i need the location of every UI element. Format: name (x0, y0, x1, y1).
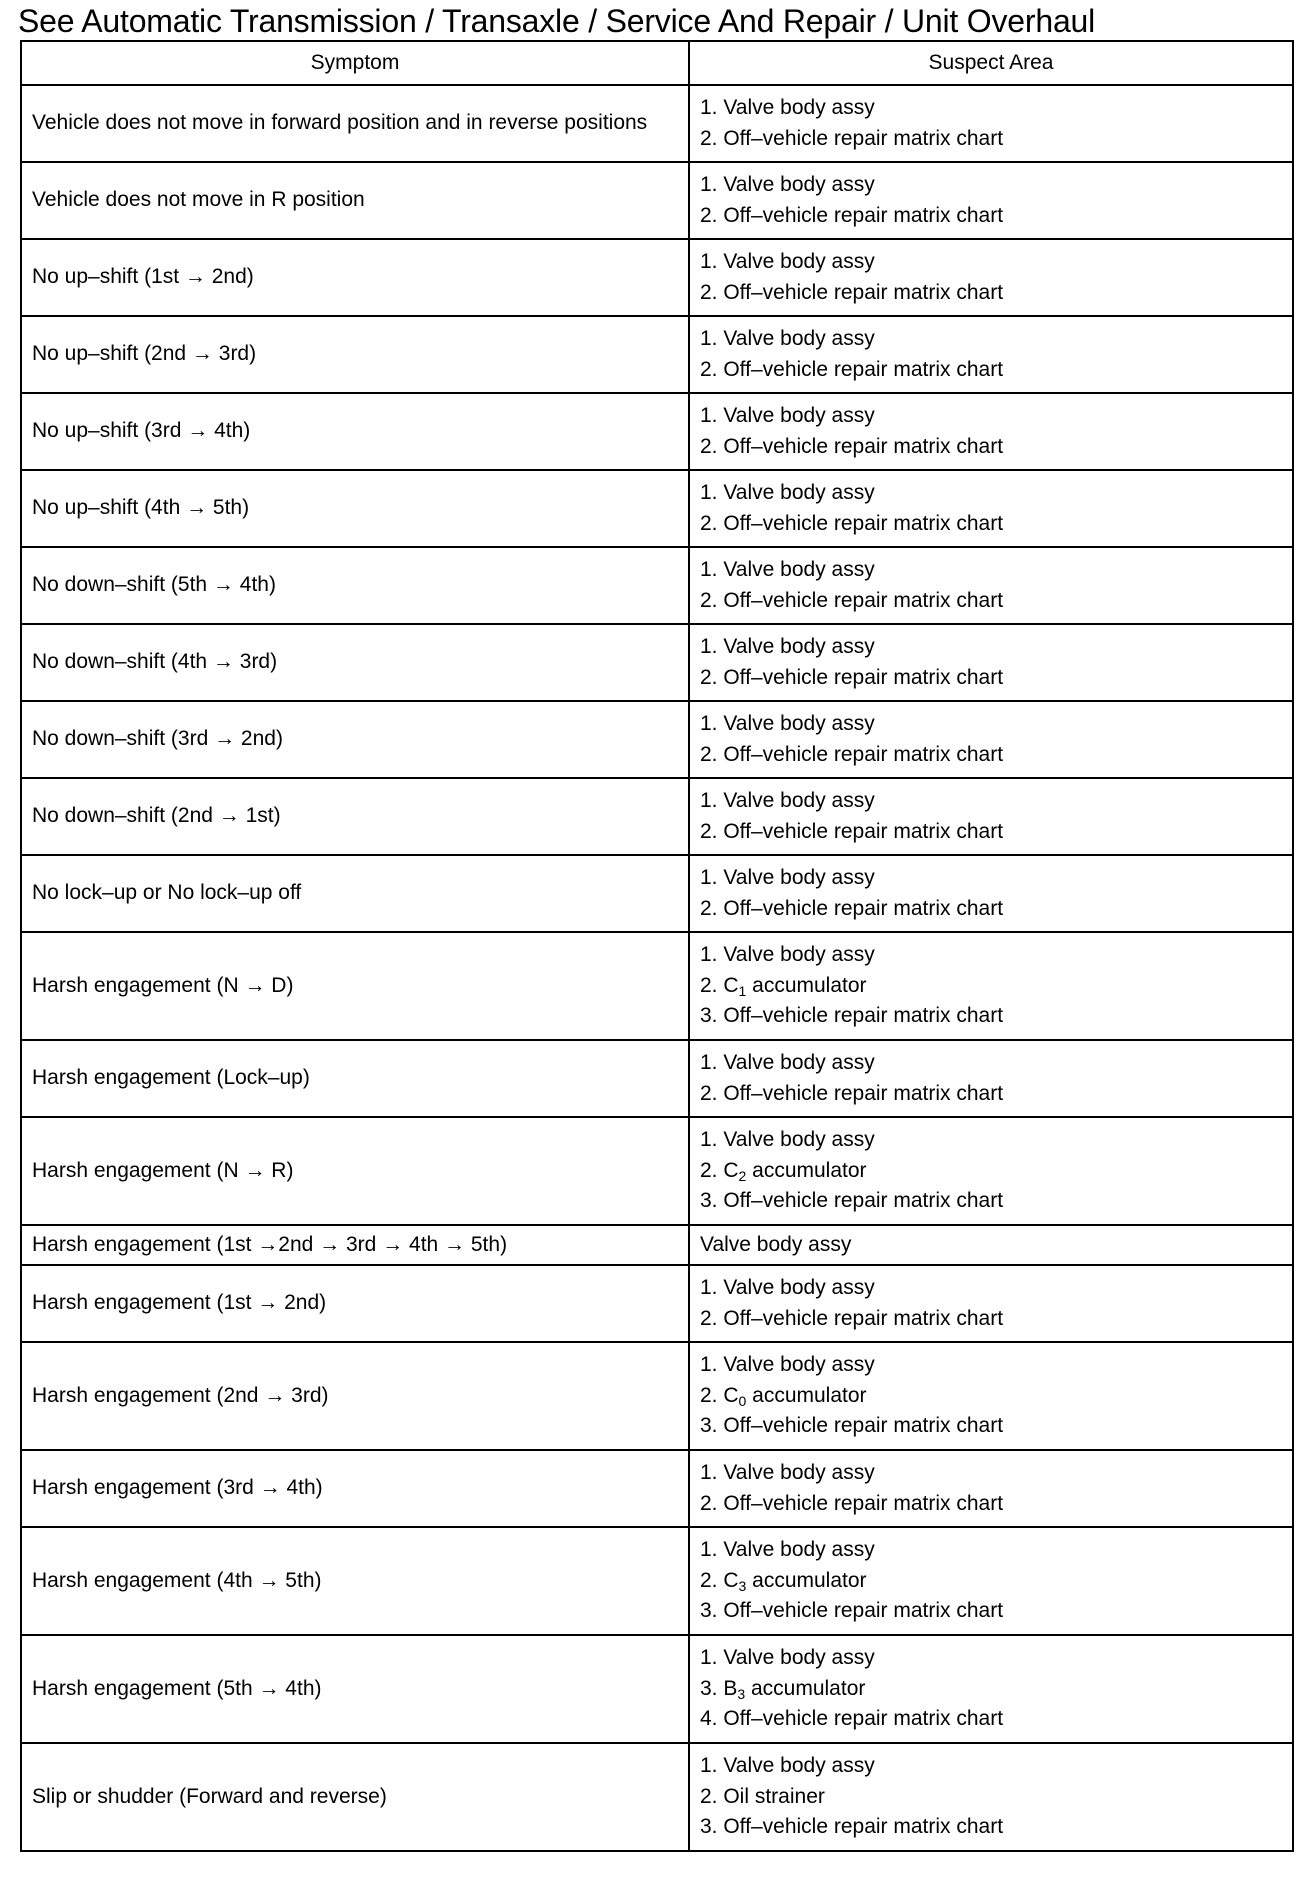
suspect-area-text: 2. Off–vehicle repair matrix chart (700, 434, 1004, 458)
symptom-cell: No up–shift (4th → 5th) (21, 470, 689, 547)
suspect-area-cell (689, 1450, 1293, 1527)
suspect-area-text: 1. Valve body assy (700, 1051, 875, 1074)
table-row (21, 1635, 1293, 1743)
suspect-area-item (700, 1350, 1282, 1381)
suspect-area-item (700, 1674, 1282, 1705)
suspect-area-item (700, 1643, 1282, 1674)
suspect-area-item (700, 247, 1282, 278)
suspect-area-text: 2. Off–vehicle repair matrix chart (700, 203, 1004, 227)
symptom-cell: Vehicle does not move in R position (21, 162, 689, 239)
suspect-area-suffix: accumulator (745, 1676, 866, 1700)
header-row (21, 41, 1293, 85)
suspect-area-item (700, 586, 1282, 617)
suspect-area-item (700, 478, 1282, 509)
suspect-area-text: 2. Off–vehicle repair matrix chart (700, 511, 1004, 535)
symptom-cell: No down–shift (2nd → 1st) (21, 778, 689, 855)
table-header (21, 41, 1293, 85)
suspect-area-text: 3. Off–vehicle repair matrix chart (700, 1815, 1004, 1839)
table-row (21, 162, 1293, 239)
suspect-area-item (700, 278, 1282, 309)
symptom-cell: No up–shift (3rd → 4th) (21, 393, 689, 470)
suspect-area-item (700, 632, 1282, 663)
suspect-area-item (700, 1782, 1282, 1813)
suspect-area-item (700, 201, 1282, 232)
suspect-area-cell (689, 470, 1293, 547)
suspect-area-item (700, 355, 1282, 386)
suspect-area-text: 3. Off–vehicle repair matrix chart (700, 1414, 1004, 1438)
suspect-area-text: 1. Valve body assy (700, 943, 875, 967)
suspect-area-cell (689, 701, 1293, 778)
table-row (21, 85, 1293, 162)
suspect-area-text: 1. Valve body assy (700, 1538, 875, 1562)
symptom-cell: No up–shift (2nd → 3rd) (21, 316, 689, 393)
table-row (21, 932, 1293, 1040)
suspect-area-item (700, 1156, 1282, 1187)
symptom-cell: No down–shift (5th → 4th) (21, 547, 689, 624)
table-row (21, 1117, 1293, 1225)
table-row (21, 393, 1293, 470)
suspect-area-text: 2. C (700, 1568, 739, 1592)
suspect-area-cell (689, 1527, 1293, 1635)
suspect-area-item (700, 1489, 1282, 1520)
suspect-area-cell (689, 547, 1293, 624)
suspect-area-suffix: accumulator (746, 1383, 867, 1407)
suspect-area-cell (689, 1117, 1293, 1225)
suspect-area-item (700, 1704, 1282, 1735)
suspect-area-item (700, 93, 1282, 124)
symptom-cell: No down–shift (4th → 3rd) (21, 624, 689, 701)
suspect-area-text: 2. Oil strainer (700, 1784, 825, 1808)
suspect-area-text: 3. Off–vehicle repair matrix chart (700, 1004, 1004, 1028)
suspect-area-cell (689, 1225, 1293, 1265)
suspect-area-cell (689, 1342, 1293, 1450)
suspect-area-item (700, 1048, 1282, 1079)
suspect-area-cell (689, 1040, 1293, 1117)
suspect-area-item (700, 1812, 1282, 1843)
suspect-area-item (700, 1273, 1282, 1304)
symptom-cell: Harsh engagement (N → R) (21, 1117, 689, 1225)
symptom-cell: No up–shift (1st → 2nd) (21, 239, 689, 316)
symptom-cell: Harsh engagement (N → D) (21, 932, 689, 1040)
suspect-area-item (700, 324, 1282, 355)
table-row (21, 701, 1293, 778)
suspect-area-item (700, 1186, 1282, 1217)
suspect-area-text: 2. C (700, 1383, 739, 1407)
suspect-area-text: 2. Off–vehicle repair matrix chart (700, 742, 1004, 766)
symptom-cell: Slip or shudder (Forward and reverse) (21, 1743, 689, 1851)
symptom-cell: Harsh engagement (2nd → 3rd) (21, 1342, 689, 1450)
suspect-area-suffix: accumulator (746, 973, 867, 997)
suspect-area-text: 1. Valve body assy (700, 635, 875, 658)
suspect-area-item (700, 1001, 1282, 1032)
suspect-area-text: 3. B (700, 1676, 738, 1700)
suspect-area-text: 2. Off–vehicle repair matrix chart (700, 1081, 1004, 1105)
suspect-area-text: 1. Valve body assy (700, 866, 875, 889)
suspect-area-item (700, 401, 1282, 432)
suspect-area-item (700, 432, 1282, 463)
table-row (21, 855, 1293, 932)
suspect-area-item (700, 1381, 1282, 1412)
subscript: 1 (738, 982, 747, 999)
suspect-area-cell (689, 932, 1293, 1040)
subscript: 0 (738, 1392, 747, 1409)
suspect-area-item (700, 786, 1282, 817)
suspect-area-text: 1. Valve body assy (700, 1128, 875, 1152)
suspect-area-item (700, 863, 1282, 894)
suspect-area-text: 2. C (700, 973, 739, 997)
symptom-cell: No down–shift (3rd → 2nd) (21, 701, 689, 778)
suspect-area-item (700, 555, 1282, 586)
suspect-area-item (700, 940, 1282, 971)
suspect-area-text: 2. Off–vehicle repair matrix chart (700, 126, 1004, 150)
table-row (21, 547, 1293, 624)
table-row (21, 778, 1293, 855)
suspect-area-suffix: accumulator (746, 1158, 867, 1182)
suspect-area-item (700, 1458, 1282, 1489)
suspect-area-column-header: Suspect Area (689, 41, 1293, 85)
suspect-area-item (700, 663, 1282, 694)
suspect-area-text: 1. Valve body assy (700, 404, 875, 427)
suspect-area-item (700, 1079, 1282, 1110)
suspect-area-item (700, 1411, 1282, 1442)
table-row (21, 1265, 1293, 1342)
table-row (21, 470, 1293, 547)
suspect-area-text: 4. Off–vehicle repair matrix chart (700, 1707, 1004, 1731)
page-title: See Automatic Transmission / Transaxle / Service And Repair / Unit Overhaul (18, 3, 1096, 39)
table-row (21, 1342, 1293, 1450)
suspect-area-text: 1. Valve body assy (700, 1353, 875, 1377)
suspect-area-text: 2. Off–vehicle repair matrix chart (700, 665, 1004, 689)
suspect-area-item (700, 1751, 1282, 1782)
symptom-cell: Vehicle does not move in forward position and in reverse positions (21, 85, 689, 162)
suspect-area-item (700, 1304, 1282, 1335)
suspect-area-text: 2. Off–vehicle repair matrix chart (700, 1306, 1004, 1330)
suspect-area-cell (689, 778, 1293, 855)
table-body (21, 85, 1293, 1851)
symptom-cell: Harsh engagement (Lock–up) (21, 1040, 689, 1117)
suspect-area-cell (689, 239, 1293, 316)
table-row (21, 1527, 1293, 1635)
subscript: 3 (737, 1685, 746, 1702)
suspect-area-item (700, 1230, 1282, 1261)
suspect-area-text: 2. Off–vehicle repair matrix chart (700, 588, 1004, 612)
suspect-area-suffix: accumulator (746, 1568, 867, 1592)
table-row (21, 316, 1293, 393)
symptom-cell: Harsh engagement (3rd → 4th) (21, 1450, 689, 1527)
suspect-area-text: 3. Off–vehicle repair matrix chart (700, 1599, 1004, 1623)
suspect-area-item (700, 1535, 1282, 1566)
subscript: 2 (738, 1167, 747, 1184)
suspect-area-text: 1. Valve body assy (700, 712, 875, 735)
symptom-cell: Harsh engagement (1st → 2nd) (21, 1265, 689, 1342)
suspect-area-cell (689, 1743, 1293, 1851)
suspect-area-text: 1. Valve body assy (700, 481, 875, 504)
suspect-area-text: 2. Off–vehicle repair matrix chart (700, 819, 1004, 843)
suspect-area-item (700, 1125, 1282, 1156)
suspect-area-item (700, 170, 1282, 201)
suspect-area-text: 1. Valve body assy (700, 1646, 875, 1670)
suspect-area-cell (689, 162, 1293, 239)
suspect-area-item (700, 124, 1282, 155)
suspect-area-item (700, 894, 1282, 925)
symptom-cell: Harsh engagement (5th → 4th) (21, 1635, 689, 1743)
suspect-area-cell (689, 855, 1293, 932)
suspect-area-text: 1. Valve body assy (700, 250, 875, 273)
suspect-area-item (700, 1596, 1282, 1627)
suspect-area-item (700, 509, 1282, 540)
suspect-area-text: 1. Valve body assy (700, 1276, 875, 1299)
table-row (21, 1225, 1293, 1265)
suspect-area-text: 1. Valve body assy (700, 1461, 875, 1484)
suspect-area-text: 1. Valve body assy (700, 1754, 875, 1778)
suspect-area-text: 2. Off–vehicle repair matrix chart (700, 1491, 1004, 1515)
table-row (21, 239, 1293, 316)
symptom-table (20, 40, 1294, 1852)
symptom-cell: Harsh engagement (1st →2nd → 3rd → 4th → 5th) (21, 1225, 689, 1265)
suspect-area-text: 1. Valve body assy (700, 96, 875, 119)
suspect-area-cell (689, 316, 1293, 393)
suspect-area-item (700, 1566, 1282, 1597)
suspect-area-cell (689, 1635, 1293, 1743)
symptom-cell: No lock–up or No lock–up off (21, 855, 689, 932)
suspect-area-text: Valve body assy (700, 1232, 852, 1256)
suspect-area-item (700, 971, 1282, 1002)
suspect-area-cell (689, 624, 1293, 701)
suspect-area-text: 2. C (700, 1158, 739, 1182)
subscript: 3 (738, 1577, 747, 1594)
table-row (21, 624, 1293, 701)
suspect-area-item (700, 817, 1282, 848)
suspect-area-text: 1. Valve body assy (700, 327, 875, 350)
table-row (21, 1743, 1293, 1851)
symptom-column-header: Symptom (21, 41, 689, 85)
suspect-area-text: 1. Valve body assy (700, 558, 875, 581)
suspect-area-cell (689, 85, 1293, 162)
suspect-area-text: 3. Off–vehicle repair matrix chart (700, 1189, 1004, 1213)
suspect-area-text: 2. Off–vehicle repair matrix chart (700, 280, 1004, 304)
table-row (21, 1040, 1293, 1117)
symptom-cell: Harsh engagement (4th → 5th) (21, 1527, 689, 1635)
suspect-area-text: 2. Off–vehicle repair matrix chart (700, 357, 1004, 381)
suspect-area-item (700, 740, 1282, 771)
suspect-area-cell (689, 393, 1293, 470)
suspect-area-text: 2. Off–vehicle repair matrix chart (700, 896, 1004, 920)
table-row (21, 1450, 1293, 1527)
suspect-area-cell (689, 1265, 1293, 1342)
suspect-area-text: 1. Valve body assy (700, 173, 875, 196)
suspect-area-text: 1. Valve body assy (700, 789, 875, 812)
suspect-area-item (700, 709, 1282, 740)
